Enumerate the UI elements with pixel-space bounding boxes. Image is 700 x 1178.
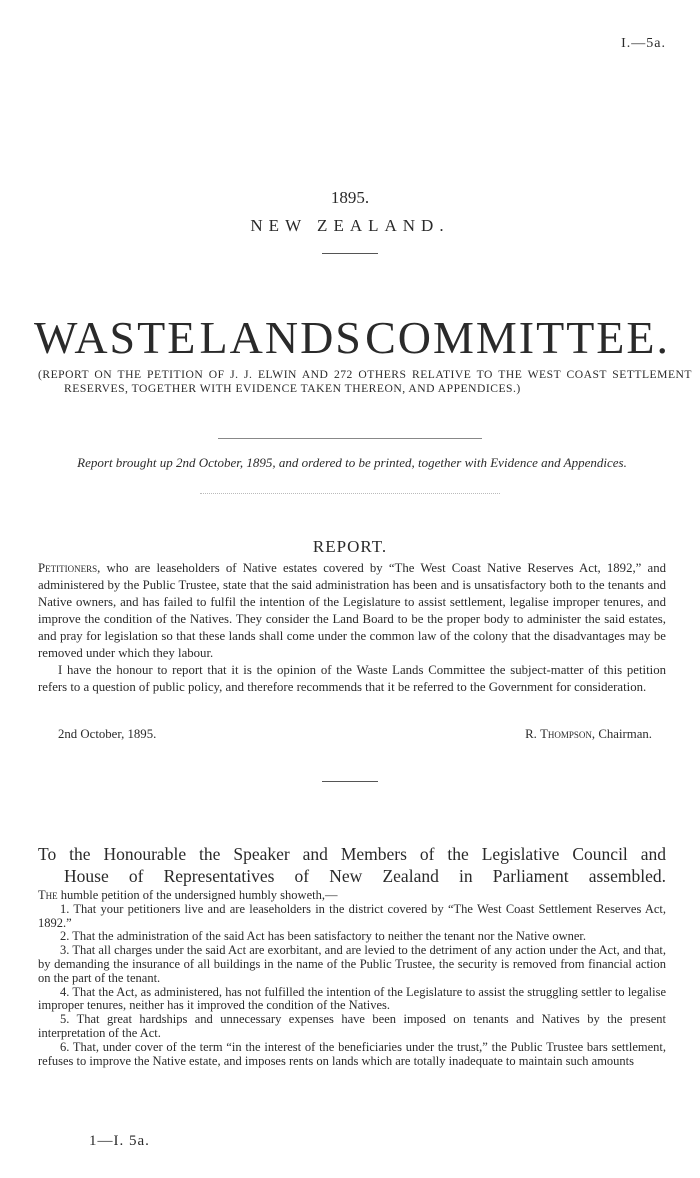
petition-item: 6. That, under cover of the term “in the interest of the beneficiaries under the trust,” the Public Trustee bars settlement, refuses to improve the Native estate, and imposes rents on lands which are totally inadequate to maintain such amounts (38, 1039, 666, 1068)
paragraph-text: who are leaseholders of Native estates covered by “The West Coast Native Reserves Act, 1892,” and administered by the Public Trustee, state that the said administration has been and is unsatisfactory both to the tenants and Native owners, and has failed to fulfil the intention of the Legislature to assist settlement, legalise improper tenures, and improve the condition of the Natives. They consider the Land Board to be the proper body to administer the said estates, and pray for legislation so that these lands shall come under the common law of the colony that the disadvantages may be removed under which they labour. (38, 561, 666, 660)
year: 1895. (330, 188, 370, 207)
paper-reference: I.—5a. (621, 36, 666, 51)
report-paragraph (38, 560, 666, 662)
report-signature-line (58, 727, 652, 742)
title-word: LANDS (199, 312, 363, 363)
petition-item: 4. That the Act, as administered, has not fulfilled the intention of the Legislature to assist the struggling settler to legalise improper tenures, neither has it improved the condition of the Natives. (38, 984, 666, 1013)
document-subtitle: (REPORT ON THE PETITION OF J. J. ELWIN AND 272 OTHERS RELATIVE TO THE WEST COAST SETTLEMENT RESERVES, TOGETHER WITH EVIDENCE TAKEN THEREON, AND APPENDICES.) (38, 368, 692, 395)
divider-rule (200, 493, 500, 494)
report-paragraph: I have the honour to report that it is the opinion of the Waste Lands Committee the subject-matter of this petition refers to a question of public policy, and therefore recommends that it be referred to the Government for consideration. (38, 663, 666, 694)
petition-item: 1. That your petitioners live and are leaseholders in the district covered by “The West Coast Settlement Reserves Act, 1892.” (38, 901, 666, 930)
petition-item: 2. That the administration of the said Act has been satisfactory to neither the tenant nor the Native owner. (60, 929, 587, 944)
petition-intro (38, 889, 666, 903)
title-word: COMMITTEE. (365, 312, 670, 363)
document-title (34, 312, 670, 363)
divider-rule (218, 438, 482, 439)
petition-item: 3. That all charges under the said Act are exorbitant, and are levied to the detriment of any action under the Act, and that, by demanding the insurance of all buildings in the name of the Public Trustee, the security is removed from financial action on the part of the tenant. (38, 943, 666, 985)
signature (525, 727, 652, 742)
report-heading: REPORT. (312, 537, 388, 556)
addressee-line: To the Honourable the Speaker and Members of the Legislative Council and (38, 844, 666, 864)
brought-up-note: Report brought up 2nd October, 1895, and ordered to be printed, together with Evidence and Appendices. (77, 455, 627, 470)
signature-mark: 1—I. 5a. (89, 1133, 150, 1149)
petition-item: 5. That great hardships and unnecessary expenses have been imposed on tenants and Natives by the present interpretation of the Act. (38, 1012, 666, 1040)
addressee-line: House of Representatives of New Zealand in Parliament assembled. (64, 866, 666, 886)
report-body (38, 560, 666, 696)
country-heading: NEW ZEALAND. (250, 216, 450, 235)
signature-initial: R. (525, 727, 537, 741)
report-date: 2nd October, 1895. (58, 727, 157, 741)
title-word: WASTE (34, 312, 198, 363)
lead-word: The (38, 888, 58, 902)
lead-word: Petitioners, (38, 561, 101, 575)
intro-text: humble petition of the undersigned humbly showeth,— (57, 888, 338, 902)
divider-rule (322, 781, 378, 782)
signature-role: Chairman. (598, 727, 652, 741)
divider-rule (322, 253, 378, 254)
petition-addressee (38, 843, 666, 887)
petition-body (38, 889, 666, 1068)
signature-name: Thompson, (540, 727, 596, 741)
